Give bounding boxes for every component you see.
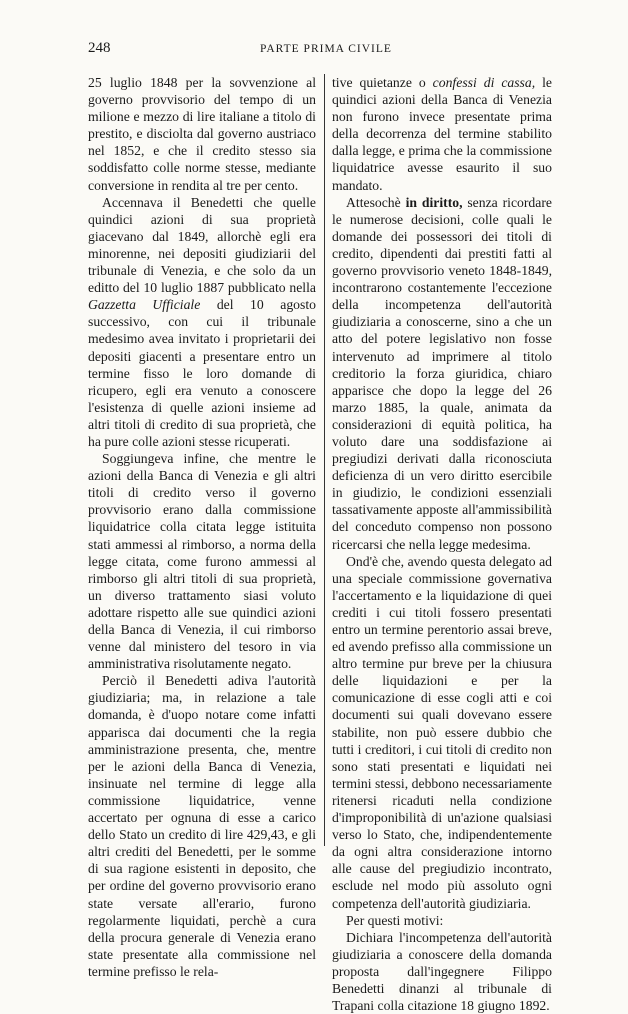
right-paragraph-1-end: le quindici azioni della Banca di Venezia non furono invece presentate prima della decorrenza del termine stabilito dalla legge, e prima che la commissione liquidatrice avesse esaurito il suo mandato. — [332, 75, 552, 193]
left-paragraph-2-start: Accennava il Benedetti che quelle quindici azioni di sua proprietà giacevano dal 1849, allorchè egli era minorenne, nei depositi giudiziarii del tribunale di Venezia, e che solo da un editto del 10 luglio 1887 pubblicato nella — [88, 194, 316, 296]
left-paragraph-1: 25 luglio 1848 per la sovvenzione al governo provvisorio del tempo di un milione e mezzo di lire italiane a titolo di prestito, e disciolta dal governo austriaco nel 1852, e che il credito stesso sia soddisfatto colle norme stesse, mediante conversione in rendita al tre per cento. — [88, 75, 316, 193]
left-column — [88, 74, 316, 980]
gazzetta-ufficiale-italic: Gazzetta Ufficiale — [88, 297, 201, 313]
right-paragraph-2 — [332, 194, 552, 553]
right-paragraph-1-start: tive quietanze o — [332, 75, 433, 90]
running-head: PARTE PRIMA CIVILE — [260, 43, 392, 55]
page-number: 248 — [88, 40, 111, 56]
right-paragraph-1 — [332, 74, 552, 194]
left-paragraph-3: Soggiungeva infine, che mentre le azioni della Banca di Venezia e gli altri titoli di credito verso il governo provvisorio erano dalla commissione liquidatrice colla citata legge istituita stati ammessi al rimborso, a norma della legge citata, come furono ammessi al rimborso gli altri titoli di sua proprietà, un diverso trattamento siasi voluto adottare rispetto alle sue quindici azioni della Banca di Venezia, il cui rimborso venne dal ministero del tesoro in via amministrativa risolutamente negato. — [88, 451, 316, 672]
left-paragraph-4: Perciò il Benedetti adiva l'autorità giudiziaria; ma, in relazione a tale domanda, è d'uopo notare come infatti apparisca dai documenti che la regia amministrazione presenta, che, mentre per le azioni della Banca di Venezia, insinuate nel termine di legge alla commissione liquidatrice, venne accertato per ognuna di esse a carico dello Stato un credito di lire 429,43, e gli altri crediti del Benedetti, per le somme di sua ragione esistenti in deposito, che per ordine del governo provvisorio erano state versate all'erario, furono regolarmente liquidati, perchè a cura della procura generale di Venezia erano state presentate alla commissione nel termine prefisso le rela- — [88, 673, 316, 979]
right-paragraph-4: Per questi motivi: — [346, 912, 444, 928]
in-diritto-bold: in diritto, — [405, 194, 463, 210]
right-paragraph-5: Dichiara l'incompetenza dell'autorità giudiziaria a conoscere della domanda proposta dall'ingegnere Filippo Benedetti dinanzi al tribunale di Trapani colla citazione 18 giugno 1892. — [332, 929, 552, 1014]
left-paragraph-2-end: del 10 agosto successivo, con cui il tribunale medesimo avea invitato i proprietarii dei depositi giacenti a presentare entro un termine fisso le loro domande di ricupero, egli era venuto a conoscere l'esistenza di quelle azioni insieme ad altri titoli di credito di sua proprietà, che ha pure colle azioni stesse ricuperati. — [88, 297, 316, 449]
right-column — [332, 74, 552, 1014]
column-divider — [324, 74, 325, 846]
left-paragraph-2 — [88, 194, 316, 450]
right-paragraph-3: Ond'è che, avendo questa delegato ad una speciale commissione governativa l'accertamento e la liquidazione di quei crediti i cui titoli fossero presentati entro un termine perentorio assai breve, ed avendo prefisso alla commissione un altro termine pur breve per la chiusura delle liquidazioni e per la comunicazione di esse cogli atti e coi documenti sui quali dovevano essere stabilite, non può essere dubbio che tutti i creditori, i cui titoli di credito non sono stati presentati e liquidati nei termini stessi, debbono necessariamente ritenersi ricaduti nella condizione d'improponibilità di un'azione qualsiasi verso lo Stato, che, indipendentemente da ogni altra considerazione intorno alle cause del pregiudizio incontrato, esclude nel modo più assoluto ogni competenza dell'autorità giudiziaria. — [332, 553, 552, 911]
right-paragraph-2-end: senza ricordare le numerose decisioni, colle quali le domande dei possessori dei titoli di credito, dipendenti dai prestiti fatti al governo provvisorio veneto 1848-1849, incontrarono costantemente l'eccezione della incompetenza dell'autorità giudiziaria a conoscerne, sino a che un atto del potere legislativo non fosse intervenuto ad imprimere al titolo creditorio la forza giuridica, chiaro apparisce che dopo la legge del 26 marzo 1885, la quale, animata da considerazioni di equità politica, ha voluto dare una soddisfazione ai pregiudizi derivati dalla riconosciuta deficienza di un vero diritto esercibile in giudizio, le condizioni essenziali tassativamente apposte all'ammissibilità del conceduto compenso non possono ricercarsi che nella legge medesima. — [332, 194, 552, 552]
right-paragraph-2-start: Attesochè — [346, 194, 406, 210]
page-header — [88, 38, 548, 60]
confessi-di-cassa-italic: confessi di cassa, — [432, 75, 536, 90]
